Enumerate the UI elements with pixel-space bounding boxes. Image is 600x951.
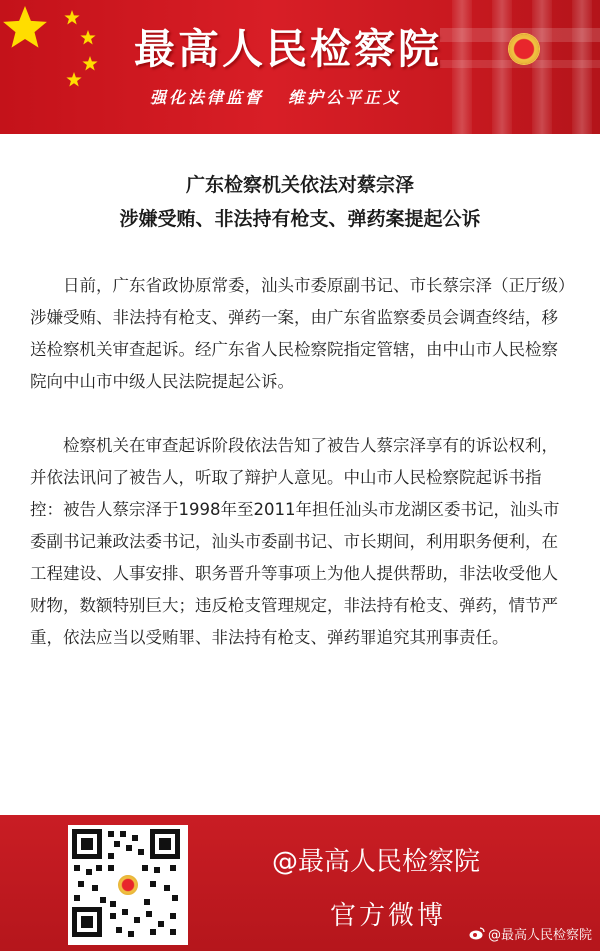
emblem-icon	[116, 873, 140, 897]
article-title	[0, 168, 600, 236]
star-icon	[66, 72, 81, 87]
article-title-line1: 广东检察机关依法对蔡宗泽	[185, 174, 414, 196]
slogan-right: 维护公平正义	[288, 88, 403, 107]
qr-code-icon[interactable]	[68, 825, 188, 945]
brand-title: 最高人民检察院	[134, 25, 442, 73]
footer-banner	[0, 815, 600, 951]
official-weibo-label: 官方微博	[330, 901, 447, 931]
watermark-text: @最高人民检察院	[487, 928, 592, 943]
paragraph-1: 日前，广东省政协原常委，汕头市委原副书记、市长蔡宗泽（正厅级）涉嫌受贿、非法持有枪支、弹药一案，由广东省监察委员会调查终结，移送检察机关审查起诉。经广东省人民检察院指定管辖，由中山市人民检察院向中山市中级人民法院提起公诉。	[30, 276, 567, 391]
weibo-icon	[469, 927, 485, 940]
flag-stars	[0, 0, 130, 110]
article-body	[30, 270, 570, 654]
paragraph-2: 检察机关在审查起诉阶段依法告知了被告人蔡宗泽享有的诉讼权利，并依法讯问了被告人，听取了辩护人意见。中山市人民检察院起诉书指控：被告人蔡宗泽于1998年至2011年担任汕头市龙湖区委书记，汕头市委副书记兼政法委书记，汕头市委副书记、市长期间，利用职务便利，在工程建设、人事安排、职务晋升等事项上为他人提供帮助，非法收受他人财物，数额特别巨大；违反枪支管理规定，非法持有枪支、弹药，情节严重，依法应当以受贿罪、非法持有枪支、弹药罪追究其刑事责任。	[30, 436, 560, 647]
article-title-line2: 涉嫌受贿、非法持有枪支、弹药案提起公诉	[119, 208, 481, 230]
header-banner	[0, 0, 600, 134]
star-icon	[3, 6, 47, 48]
slogan	[150, 85, 402, 108]
weibo-watermark	[469, 924, 592, 943]
slogan-left: 强化法律监督	[150, 88, 265, 107]
star-icon	[64, 10, 79, 25]
star-icon	[82, 56, 97, 71]
weibo-handle: @最高人民检察院	[272, 847, 481, 877]
star-icon	[80, 30, 95, 45]
emblem-icon	[509, 34, 539, 64]
